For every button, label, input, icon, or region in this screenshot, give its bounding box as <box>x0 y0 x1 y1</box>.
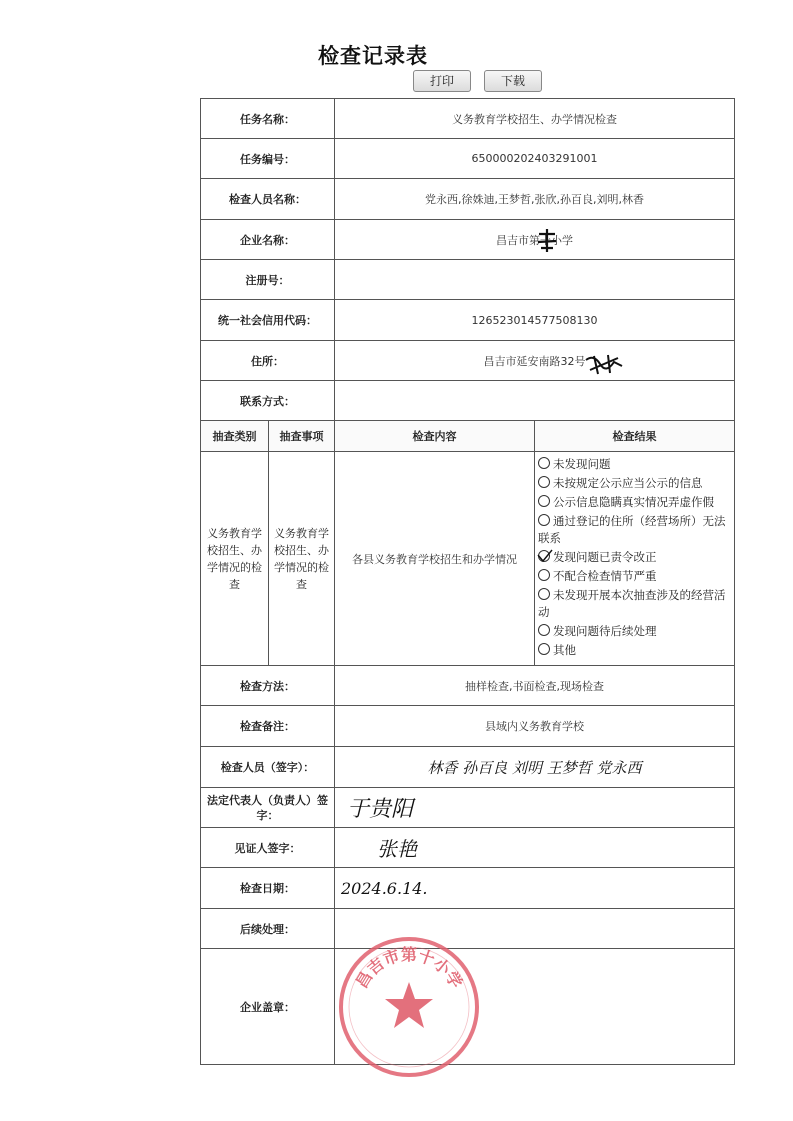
item-cell: 义务教育学校招生、办学情况的检查 <box>269 452 335 666</box>
result-option[interactable]: 其他 <box>538 642 731 659</box>
address-label: 住所： <box>201 341 335 381</box>
print-button[interactable]: 打印 <box>413 70 471 92</box>
followup-label: 后续处理： <box>201 909 335 949</box>
category-cell: 义务教育学校招生、办学情况的检查 <box>201 452 269 666</box>
registration-number-label: 注册号： <box>201 260 335 300</box>
witness-signature-label: 见证人签字： <box>201 828 335 868</box>
checkmark-icon <box>537 549 553 563</box>
task-number-value: 650000202403291001 <box>335 139 735 179</box>
content-cell: 各县义务教育学校招生和办学情况 <box>335 452 535 666</box>
result-option[interactable]: 通过登记的住所（经营场所）无法联系 <box>538 514 726 545</box>
result-cell <box>535 452 735 666</box>
seal-star-icon <box>385 982 433 1028</box>
radio-circle-icon[interactable] <box>538 643 550 655</box>
radio-circle-icon[interactable] <box>538 457 550 469</box>
task-name-label: 任务名称： <box>201 99 335 139</box>
result-option-checked[interactable]: 发现问题已责令改正 <box>538 549 731 566</box>
inspector-signature-label: 检查人员（签字）： <box>201 747 335 788</box>
result-option[interactable]: 公示信息隐瞒真实情况弄虚作假 <box>538 494 731 511</box>
inspectors-value: 党永西,徐姝迪,王梦哲,张欣,孙百良,刘明,林香 <box>335 179 735 220</box>
result-option[interactable]: 未发现问题 <box>538 456 731 473</box>
credit-code-value: 126523014577508130 <box>335 300 735 341</box>
scribble-mark-icon <box>584 352 624 376</box>
seal-text: 昌吉市第十小学 <box>351 945 467 992</box>
seal-label: 企业盖章： <box>201 949 335 1065</box>
witness-signature: 张艳 <box>335 828 735 868</box>
header-result: 检查结果 <box>535 421 735 452</box>
radio-circle-icon[interactable] <box>538 514 550 526</box>
header-item: 抽查事项 <box>269 421 335 452</box>
task-name-value: 义务教育学校招生、办学情况检查 <box>335 99 735 139</box>
task-number-label: 任务编号： <box>201 139 335 179</box>
credit-code-label: 统一社会信用代码： <box>201 300 335 341</box>
method-label: 检查方法： <box>201 666 335 706</box>
legal-rep-signature: 于贵阳 <box>335 788 735 828</box>
date-label: 检查日期： <box>201 868 335 909</box>
result-option[interactable]: 未按规定公示应当公示的信息 <box>538 475 731 492</box>
page-title: 检查记录表 <box>318 44 428 68</box>
inspectors-label: 检查人员名称： <box>201 179 335 220</box>
contact-label: 联系方式： <box>201 381 335 421</box>
company-name-value: 昌吉市第十小学 <box>335 220 735 260</box>
address-value: 昌吉市延安南路32号 <box>335 341 735 381</box>
download-button[interactable]: 下载 <box>484 70 542 92</box>
date-value: 2024.6.14. <box>335 868 735 909</box>
record-table <box>200 98 735 1065</box>
method-value: 抽样检查,书面检查,现场检查 <box>335 666 735 706</box>
header-category: 抽查类别 <box>201 421 269 452</box>
inspector-signature: 林香 孙百良 刘明 王梦哲 党永西 <box>335 747 735 788</box>
registration-number-value <box>335 260 735 300</box>
company-name-label: 企业名称： <box>201 220 335 260</box>
legal-rep-signature-label: 法定代表人（负责人）签字： <box>201 788 335 828</box>
header-content: 检查内容 <box>335 421 535 452</box>
radio-circle-icon[interactable] <box>538 495 550 507</box>
radio-circle-icon[interactable] <box>538 588 550 600</box>
company-seal <box>334 932 484 1082</box>
remarks-label: 检查备注： <box>201 706 335 747</box>
radio-circle-icon[interactable] <box>538 569 550 581</box>
contact-value <box>335 381 735 421</box>
scribble-mark-icon <box>536 228 558 254</box>
radio-circle-icon[interactable] <box>538 624 550 636</box>
result-option[interactable]: 未发现开展本次抽查涉及的经营活动 <box>538 588 726 619</box>
remarks-value: 县域内义务教育学校 <box>335 706 735 747</box>
result-option[interactable]: 发现问题待后续处理 <box>538 623 731 640</box>
radio-circle-icon[interactable] <box>538 476 550 488</box>
result-option[interactable]: 不配合检查情节严重 <box>538 568 731 585</box>
